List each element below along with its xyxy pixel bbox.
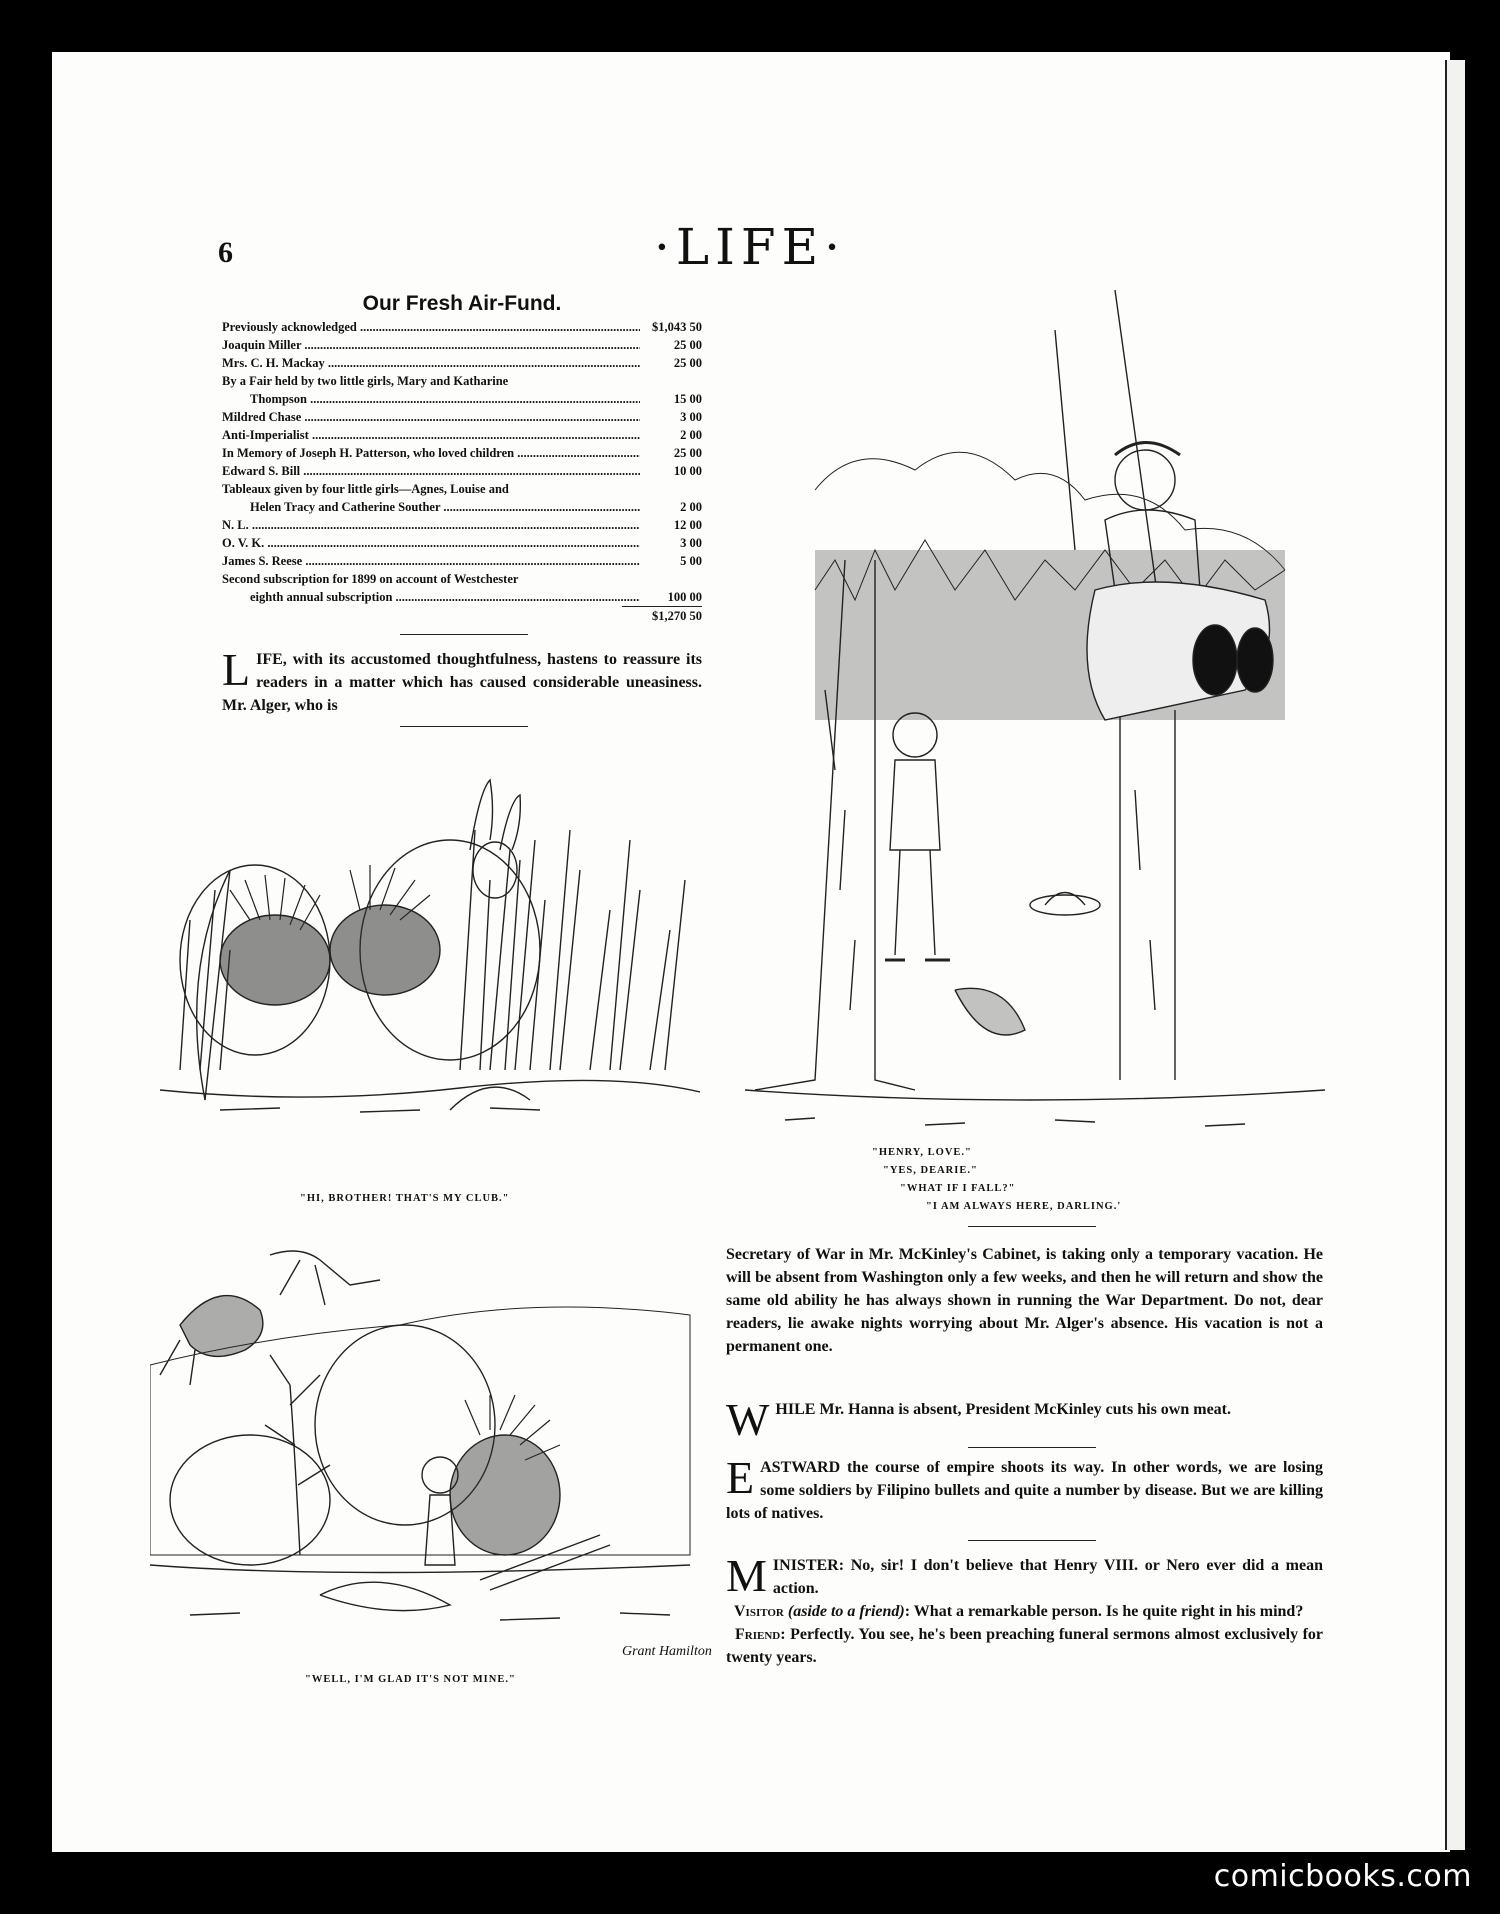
fund-row bbox=[222, 444, 702, 462]
divider bbox=[968, 1540, 1096, 1541]
friend-text: : Perfectly. You see, he's been preaching funeral sermons almost exclusively for twenty years. bbox=[726, 1626, 1324, 1666]
artist-signature: Grant Hamilton bbox=[622, 1644, 712, 1659]
fund-amount: $1,043 50 bbox=[652, 320, 702, 334]
fund-row bbox=[222, 516, 702, 534]
fund-amount: 3 00 bbox=[680, 536, 702, 550]
fund-donor: Previously acknowledged ..... bbox=[222, 318, 640, 336]
fund-row bbox=[222, 408, 702, 426]
divider bbox=[968, 1226, 1096, 1227]
fund-row bbox=[222, 462, 702, 480]
illustration-swing bbox=[725, 290, 1345, 1150]
visitor-aside: (aside to a friend) bbox=[787, 1603, 905, 1620]
alger-paragraph-cont: Secretary of War in Mr. McKinley's Cabinet, is taking only a temporary vacation. He will be absent from Washington only a few weeks, and then he will return and show the same old ability he has always shown in running the War Department. Do not, dear readers, lie awake nights worrying about Mr. Alger's absence. His vacation is not a permanent one. bbox=[726, 1246, 1323, 1355]
caption-swing-1: "HENRY, LOVE." bbox=[872, 1147, 972, 1158]
divider bbox=[400, 726, 528, 727]
watermark: comicbooks.com bbox=[1213, 1859, 1472, 1894]
fund-row bbox=[222, 372, 702, 390]
fund-donor: Thompson ..... bbox=[222, 390, 640, 408]
fund-donor: eighth annual subscription ..... bbox=[222, 588, 640, 606]
fund-row bbox=[222, 390, 702, 408]
fund-donor: Edward S. Bill ..... bbox=[222, 462, 640, 480]
caption-swing-4: "I AM ALWAYS HERE, DARLING.' bbox=[926, 1201, 1122, 1212]
fund-donor: O. V. K. ..... bbox=[222, 534, 640, 552]
dropcap-m: M bbox=[726, 1550, 767, 1601]
fund-donor: Mrs. C. H. Mackay ..... bbox=[222, 354, 640, 372]
friend-label: Friend bbox=[735, 1626, 781, 1643]
fund-row bbox=[222, 588, 702, 606]
facing-page-edge bbox=[1445, 60, 1465, 1850]
dropcap-l: L bbox=[222, 644, 251, 695]
fund-row bbox=[222, 336, 702, 354]
fund-donor: Mildred Chase ..... bbox=[222, 408, 640, 426]
fund-donor: N. L. ..... bbox=[222, 516, 640, 534]
fund-row bbox=[222, 570, 702, 588]
alger-paragraph bbox=[222, 644, 702, 717]
page-number: 6 bbox=[218, 236, 233, 269]
fund-list bbox=[222, 318, 702, 625]
fund-amount: 12 00 bbox=[673, 518, 702, 532]
dropcap-w: W bbox=[726, 1394, 770, 1445]
fund-amount: 3 00 bbox=[680, 410, 702, 424]
divider bbox=[400, 634, 528, 635]
fund-row bbox=[222, 498, 702, 516]
caption-swing-2: "YES, DEARIE." bbox=[883, 1165, 978, 1176]
eastward-paragraph bbox=[726, 1452, 1323, 1525]
visitor-label: Visitor bbox=[734, 1603, 784, 1620]
hanna-paragraph bbox=[726, 1394, 1323, 1445]
visitor-text: : What a remarkable person. Is he quite right in his mind? bbox=[904, 1603, 1304, 1620]
fund-row bbox=[222, 552, 702, 570]
masthead-title: ·LIFE· bbox=[654, 218, 846, 276]
fund-donor: James S. Reese ..... bbox=[222, 552, 640, 570]
fund-title: Our Fresh Air-Fund. bbox=[362, 292, 562, 315]
fund-amount: 5 00 bbox=[680, 554, 702, 568]
fund-amount: 25 00 bbox=[673, 446, 702, 460]
caption-glad: "WELL, I'M GLAD IT'S NOT MINE." bbox=[305, 1674, 516, 1685]
fund-row bbox=[222, 480, 702, 498]
fund-donor: Second subscription for 1899 on account of Westchester bbox=[222, 572, 519, 586]
illustration-glad-not-mine bbox=[150, 1235, 700, 1655]
fund-row bbox=[222, 318, 702, 336]
fund-amount: 15 00 bbox=[673, 392, 702, 406]
fund-donor: By a Fair held by two little girls, Mary and Katharine bbox=[222, 374, 509, 388]
alger-text-start: IFE, with its accustomed thoughtfulness, hastens to reassure its readers in a matter which has caused considerable uneasiness. Mr. Alger, who is bbox=[222, 651, 702, 714]
fund-donor: Tableaux given by four little girls—Agnes, Louise and bbox=[222, 482, 509, 496]
fund-donor: Joaquin Miller ..... bbox=[222, 336, 640, 354]
hanna-text: HILE Mr. Hanna is absent, President McKinley cuts his own meat. bbox=[775, 1401, 1231, 1418]
divider bbox=[968, 1447, 1096, 1448]
fund-row bbox=[222, 354, 702, 372]
caption-brother: "HI, BROTHER! THAT'S MY CLUB." bbox=[300, 1193, 510, 1204]
fund-donor: In Memory of Joseph H. Patterson, who loved children ..... bbox=[222, 444, 640, 462]
dropcap-e: E bbox=[726, 1452, 755, 1503]
fund-amount: 25 00 bbox=[673, 338, 702, 352]
caption-swing-3: "WHAT IF I FALL?" bbox=[900, 1183, 1016, 1194]
fund-total: $1,270 50 bbox=[622, 606, 702, 625]
fund-row bbox=[222, 534, 702, 552]
illustration-club-fight bbox=[160, 770, 700, 1140]
fund-amount: 25 00 bbox=[673, 356, 702, 370]
eastward-text: ASTWARD the course of empire shoots its way. In other words, we are losing some soldiers by Filipino bullets and quite a number by disease. But we are killing lots of natives. bbox=[726, 1459, 1323, 1522]
fund-amount: 2 00 bbox=[680, 500, 702, 514]
fund-row bbox=[222, 426, 702, 444]
fund-amount: 100 00 bbox=[667, 590, 702, 604]
fund-donor: Anti-Imperialist ..... bbox=[222, 426, 640, 444]
minister-line1: INISTER: No, sir! I don't believe that Henry VIII. or Nero ever did a mean action. bbox=[772, 1557, 1323, 1597]
fund-amount: 10 00 bbox=[673, 464, 702, 478]
minister-paragraph bbox=[726, 1550, 1324, 1669]
fund-donor: Helen Tracy and Catherine Souther ..... bbox=[222, 498, 640, 516]
fund-amount: 2 00 bbox=[680, 428, 702, 442]
